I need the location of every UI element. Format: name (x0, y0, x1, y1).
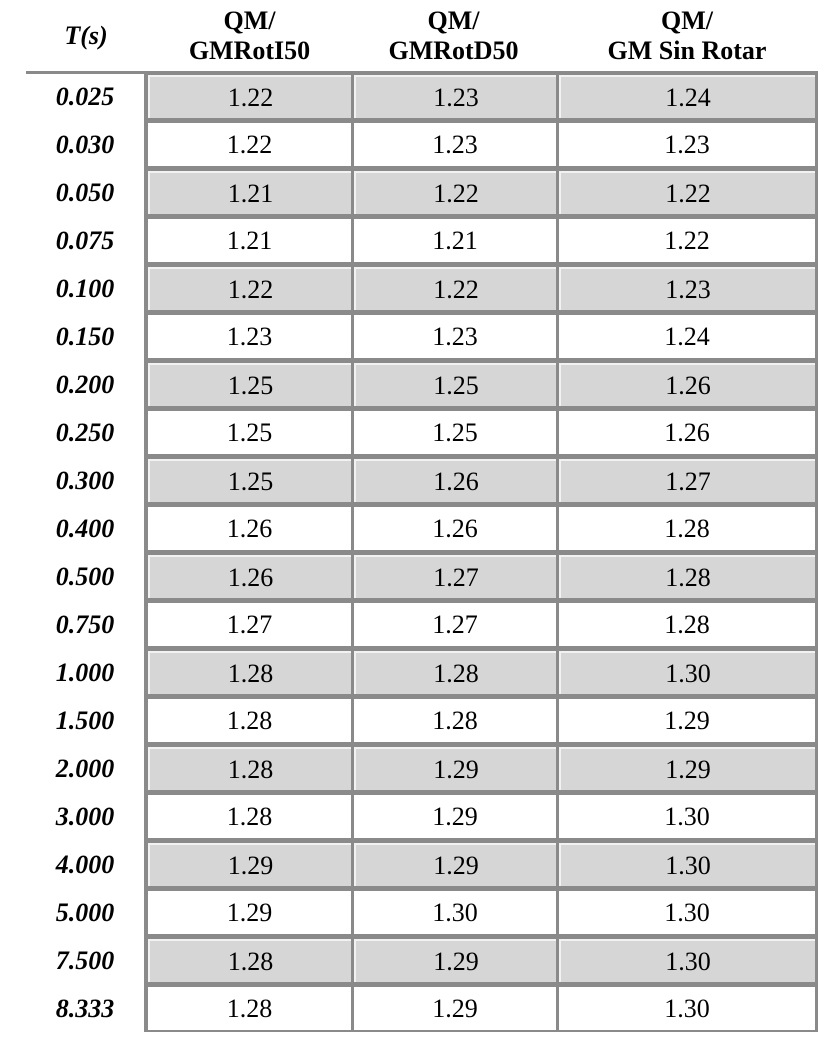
period-label: 8.333 (55, 994, 115, 1023)
period-label: 3.000 (55, 802, 115, 831)
table-cell: 1.21 (148, 219, 351, 262)
table-row (144, 408, 818, 456)
table-cell: 1.26 (354, 507, 556, 550)
header-col-gmroti50-line1: QM/ (223, 6, 276, 35)
table-row (144, 168, 818, 216)
table-row (144, 264, 818, 312)
table-cell: 1.28 (148, 987, 351, 1030)
table-cell: 1.28 (559, 603, 815, 646)
table-cell: 1.29 (354, 795, 556, 838)
period-label: 2.000 (55, 754, 115, 783)
table-cell: 1.30 (559, 651, 815, 694)
table-cell: 1.27 (354, 555, 556, 598)
table-row (144, 552, 818, 600)
period-label: 1.500 (55, 706, 115, 735)
table-cell: 1.22 (148, 123, 351, 166)
table-cell: 1.29 (354, 843, 556, 886)
table-row (144, 72, 818, 120)
header-col-gmrotd50 (351, 0, 556, 72)
table-cell: 1.22 (559, 171, 815, 214)
table-cell: 1.22 (148, 75, 351, 118)
table-cell: 1.30 (559, 891, 815, 934)
table-cell: 1.23 (559, 123, 815, 166)
table-cell: 1.25 (354, 411, 556, 454)
table-cell: 1.24 (559, 315, 815, 358)
table-cell: 1.25 (148, 363, 351, 406)
table-row (144, 744, 818, 792)
table-row (144, 312, 818, 360)
table-row (144, 696, 818, 744)
table-row (144, 984, 818, 1032)
table-cell: 1.29 (354, 987, 556, 1030)
table-cell: 1.30 (354, 891, 556, 934)
table-row (144, 504, 818, 552)
period-label: 0.075 (55, 226, 115, 255)
period-label: 0.500 (55, 562, 115, 591)
table-cell: 1.22 (354, 267, 556, 310)
period-label: 5.000 (55, 898, 115, 927)
table-cell: 1.28 (354, 699, 556, 742)
table-cell: 1.24 (559, 75, 815, 118)
ratio-table (144, 72, 818, 1032)
table-cell: 1.21 (354, 219, 556, 262)
table-cell: 1.26 (148, 507, 351, 550)
table-cell: 1.29 (148, 843, 351, 886)
table-cell: 1.27 (148, 603, 351, 646)
table-row (144, 840, 818, 888)
table-row (144, 216, 818, 264)
table-cell: 1.28 (148, 699, 351, 742)
table-cell: 1.21 (148, 171, 351, 214)
period-label: 0.150 (55, 322, 115, 351)
period-label: 7.500 (55, 946, 115, 975)
table-row (144, 456, 818, 504)
table-cell: 1.27 (559, 459, 815, 502)
header-col-gm-sin-rotar (556, 0, 818, 72)
table-cell: 1.26 (148, 555, 351, 598)
table-cell: 1.23 (354, 315, 556, 358)
table-cell: 1.29 (354, 747, 556, 790)
header-col-gm-sin-rotar-line1: QM/ (661, 6, 713, 35)
table-cell: 1.28 (148, 747, 351, 790)
table-row (144, 120, 818, 168)
table-cell: 1.30 (559, 843, 815, 886)
table-cell: 1.28 (354, 651, 556, 694)
period-label: 0.250 (55, 418, 115, 447)
table-cell: 1.29 (559, 699, 815, 742)
table-cell: 1.27 (354, 603, 556, 646)
table-cell: 1.23 (148, 315, 351, 358)
table-cell: 1.29 (354, 939, 556, 982)
table-cell: 1.25 (148, 411, 351, 454)
table-row (144, 792, 818, 840)
table-cell: 1.30 (559, 987, 815, 1030)
period-label: 0.200 (55, 370, 115, 399)
period-label: 4.000 (55, 850, 115, 879)
table-cell: 1.28 (559, 555, 815, 598)
header-col-gmrotd50-line2: GMRotD50 (388, 36, 519, 65)
period-label: 0.750 (55, 610, 115, 639)
table-cell: 1.23 (559, 267, 815, 310)
period-label: 1.000 (55, 658, 115, 687)
period-label: 0.050 (55, 178, 115, 207)
header-period-label: T(s) (64, 21, 108, 50)
header-col-gmroti50-line2: GMRotI50 (188, 36, 311, 65)
table-cell: 1.26 (559, 363, 815, 406)
period-label: 0.030 (55, 130, 115, 159)
table-cell: 1.28 (148, 795, 351, 838)
table-cell: 1.22 (559, 219, 815, 262)
table-cell: 1.30 (559, 795, 815, 838)
table-row (144, 936, 818, 984)
table-cell: 1.29 (148, 891, 351, 934)
period-label: 0.400 (55, 514, 115, 543)
table-cell: 1.22 (148, 267, 351, 310)
header-col-gm-sin-rotar-line2: GM Sin Rotar (607, 36, 767, 65)
table-cell: 1.26 (354, 459, 556, 502)
table-cell: 1.23 (354, 123, 556, 166)
period-label: 0.025 (55, 82, 115, 111)
table-row (144, 360, 818, 408)
table-row (144, 600, 818, 648)
header-col-gmroti50 (148, 0, 351, 72)
period-label: 0.300 (55, 466, 115, 495)
table-cell: 1.28 (148, 651, 351, 694)
table-cell: 1.23 (354, 75, 556, 118)
table-cell: 1.28 (148, 939, 351, 982)
table-cell: 1.26 (559, 411, 815, 454)
table-cell: 1.28 (559, 507, 815, 550)
table-cell: 1.30 (559, 939, 815, 982)
table-cell: 1.29 (559, 747, 815, 790)
table-row (144, 648, 818, 696)
table-row (144, 888, 818, 936)
table-cell: 1.25 (354, 363, 556, 406)
header-col-gmrotd50-line1: QM/ (427, 6, 480, 35)
period-label: 0.100 (55, 274, 115, 303)
table-cell: 1.22 (354, 171, 556, 214)
table-cell: 1.25 (148, 459, 351, 502)
header-period (26, 0, 146, 72)
